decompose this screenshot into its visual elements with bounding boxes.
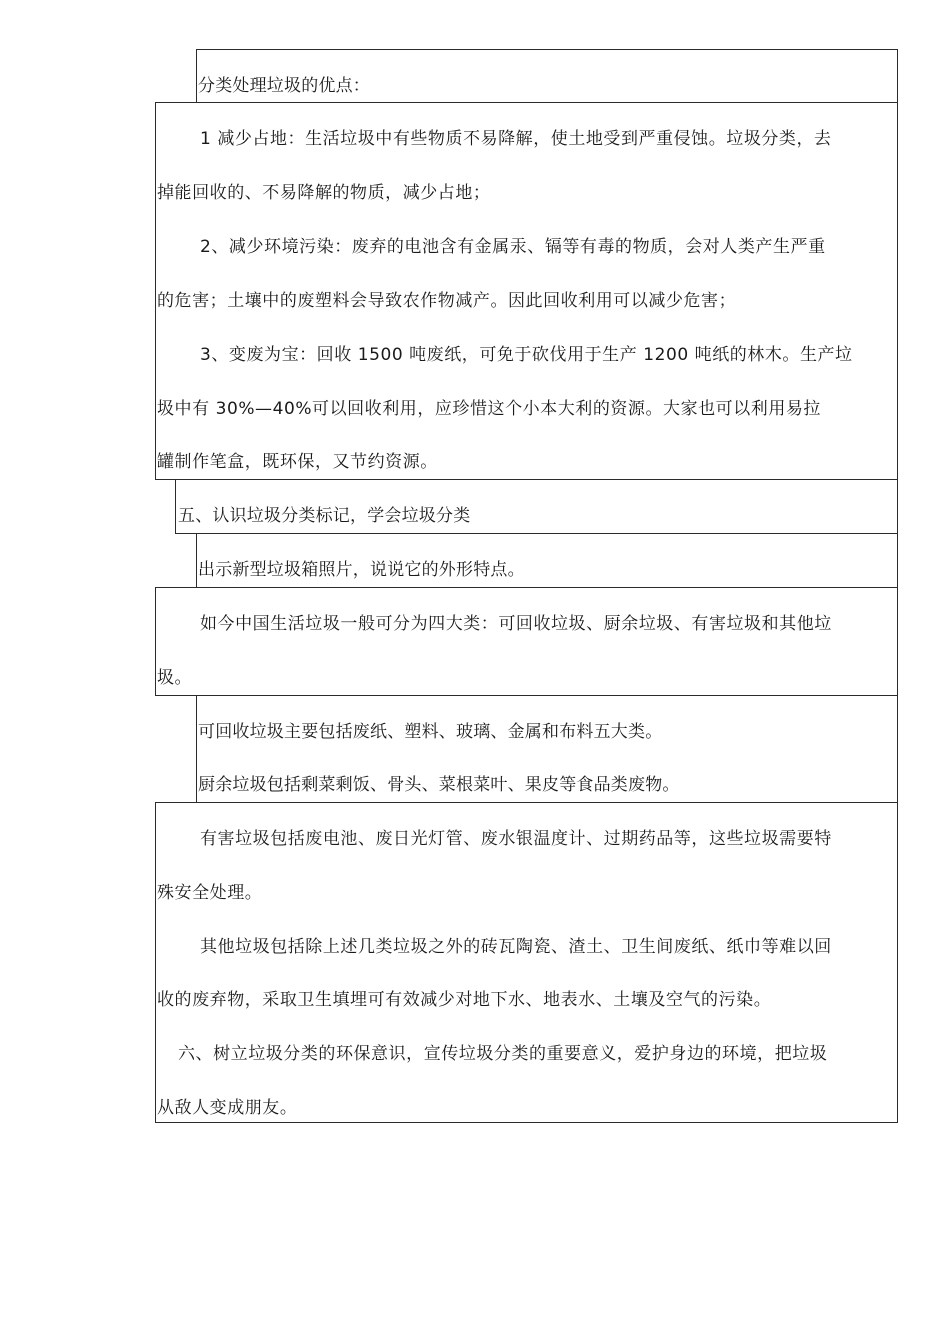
hazardous-line1: 有害垃圾包括废电池、废日光灯管、废水银温度计、过期药品等，这些垃圾需要特 [200, 829, 832, 849]
point2-line2: 的危害；土壤中的废塑料会导致农作物减产。因此回收利用可以减少危害； [157, 291, 737, 311]
cell-four-types [155, 587, 898, 696]
point1-line1: 1 减少占地：生活垃圾中有些物质不易降解，使土地受到严重侵蚀。垃圾分类，去 [200, 129, 832, 149]
point3-line3: 罐制作笔盒，既环保，又节约资源。 [157, 452, 438, 472]
section6-line2: 从敌人变成朋友。 [157, 1098, 298, 1118]
point2-line1: 2、减少环境污染：废弃的电池含有金属汞、镉等有毒的物质，会对人类产生严重 [200, 237, 826, 257]
hazardous-line2: 殊安全处理。 [157, 883, 263, 903]
other-line2: 收的废弃物，采取卫生填埋可有效减少对地下水、地表水、土壤及空气的污染。 [157, 990, 772, 1010]
point3-line1: 3、变废为宝：回收 1500 吨废纸，可免于砍伐用于生产 1200 吨纸的林木。生产垃 [200, 345, 853, 365]
cell-hazardous-other [155, 802, 898, 1123]
four-types-line1: 如今中国生活垃圾一般可分为四大类：可回收垃圾、厨余垃圾、有害垃圾和其他垃 [200, 614, 832, 634]
section5-heading: 五、认识垃圾分类标记，学会垃圾分类 [178, 506, 471, 526]
advantages-heading: 分类处理垃圾的优点： [198, 76, 370, 96]
kitchen-text: 厨余垃圾包括剩菜剩饭、骨头、菜根菜叶、果皮等食品类废物。 [198, 775, 680, 795]
point1-line2: 掉能回收的、不易降解的物质，减少占地； [157, 183, 491, 203]
point3-line2: 圾中有 30%—40%可以回收利用，应珍惜这个小本大利的资源。大家也可以利用易拉 [157, 399, 821, 419]
section6-line1: 六、树立垃圾分类的环保意识，宣传垃圾分类的重要意义，爱护身边的环境，把垃圾 [178, 1044, 828, 1064]
four-types-line2: 圾。 [157, 668, 193, 688]
recyclable-text: 可回收垃圾主要包括废纸、塑料、玻璃、金属和布料五大类。 [198, 722, 663, 742]
show-photo-text: 出示新型垃圾箱照片，说说它的外形特点。 [198, 560, 525, 580]
other-line1: 其他垃圾包括除上述几类垃圾之外的砖瓦陶瓷、渣土、卫生间废纸、纸巾等难以回 [200, 937, 832, 957]
